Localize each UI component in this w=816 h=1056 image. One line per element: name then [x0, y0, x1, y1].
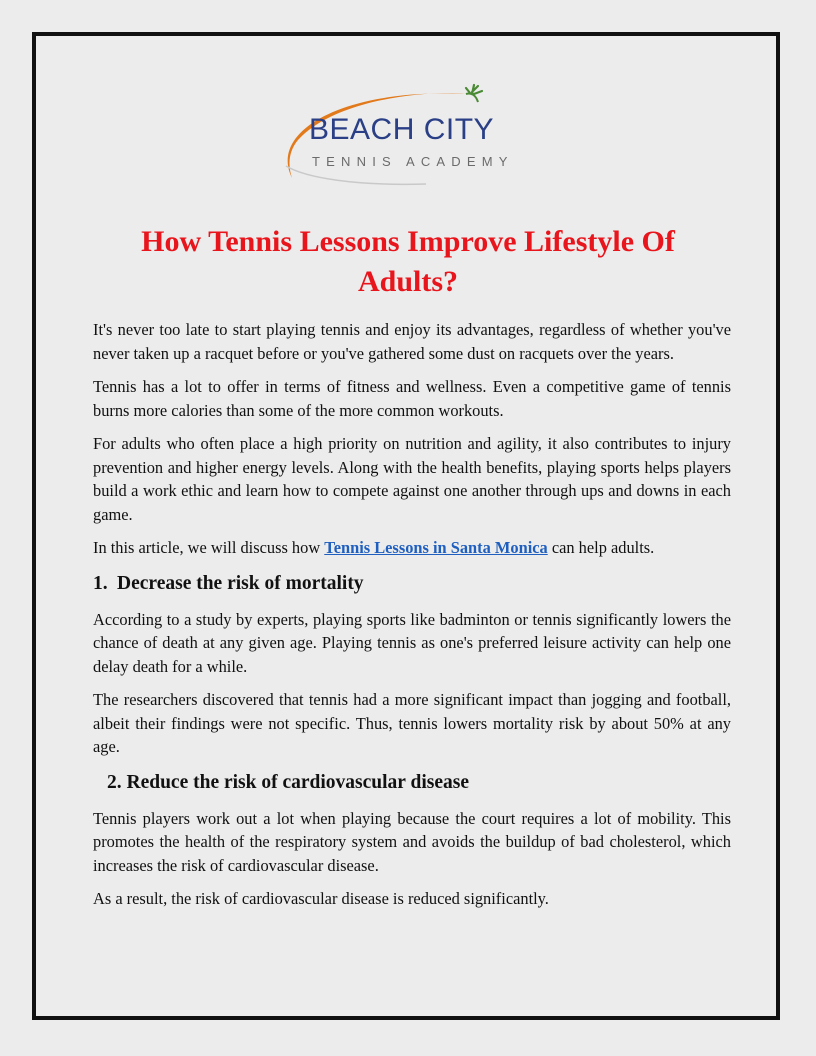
section-1-number: 1. [93, 572, 108, 594]
section-1-paragraph-2: The researchers discovered that tennis had a more significant impact than jogging and football, albeit their findings were not specific. Thus, tennis lowers mortality risk by about 50% at any age. [93, 690, 731, 756]
page-title: How Tennis Lessons Improve Lifestyle Of Adults? [141, 225, 675, 298]
section-2-heading: 2. Reduce the risk of cardiovascular disease [107, 771, 469, 793]
section-2-paragraph-1: Tennis players work out a lot when playing because the court requires a lot of mobility. This promotes the health of the respiratory system and avoids the buildup of bad cholesterol, which increases the risk of cardiovascular disease. [93, 808, 731, 875]
section-1-heading [93, 570, 731, 598]
intro-paragraph-2: Tennis has a lot to offer in terms of fitness and wellness. Even a competitive game of tennis burns more calories than some of the more common workouts. [93, 377, 731, 420]
santa-monica-lessons-link[interactable]: Tennis Lessons in Santa Monica [324, 538, 548, 557]
intro-paragraph-4 [93, 536, 731, 560]
section-1-title: Decrease the risk of mortality [117, 572, 364, 594]
beach-city-logo [276, 80, 536, 190]
section-2-paragraph-2: As a result, the risk of cardiovascular disease is reduced significantly. [93, 889, 549, 908]
intro-paragraph-3: For adults who often place a high priority on nutrition and agility, it also contributes to injury prevention and higher energy levels. Along with the health benefits, playing sports helps players build a work ethic and learn how to compete against one another through ups and downs in each game. [93, 434, 731, 524]
article-body [93, 318, 731, 921]
logo-main-text: BEACH CITY [309, 113, 495, 146]
logo-sub-text: TENNIS ACADEMY [312, 154, 514, 169]
intro-p4-after: can help adults. [547, 538, 655, 557]
section-1-paragraph-1: According to a study by experts, playing sports like badminton or tennis significantly lowers the chance of death at any given age. Playing tennis as one's preferred leisure activity can help one delay death for a while. [93, 609, 731, 676]
intro-p4-before: In this article, we will discuss how [93, 538, 325, 557]
intro-paragraph-1: It's never too late to start playing tennis and enjoy its advantages, regardless of whether you've never taken up a racquet before or you've gathered some dust on racquets over the years. [93, 320, 731, 363]
